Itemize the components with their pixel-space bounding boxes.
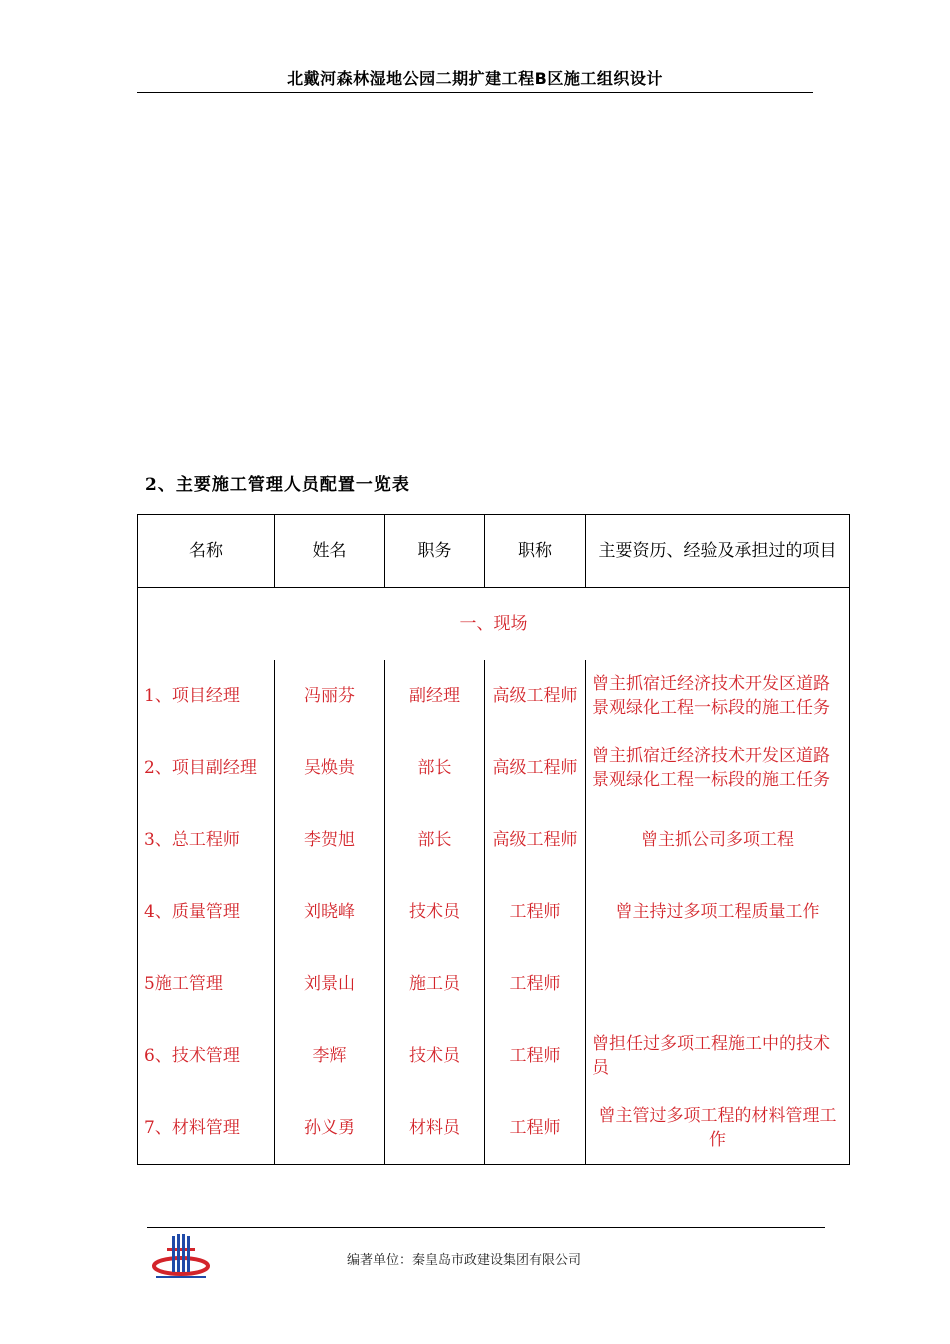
name-cell: 冯丽芬 [275,660,385,732]
table-row [138,948,850,1020]
name-cell: 吴焕贵 [275,732,385,804]
position-cell: 技术员 [385,1020,485,1092]
experience-cell: 曾主抓宿迁经济技术开发区道路景观绿化工程一标段的施工任务 [586,660,850,732]
table-row [138,732,850,804]
experience-cell [586,948,850,1020]
role-cell: 6、技术管理 [138,1020,275,1092]
name-cell: 刘晓峰 [275,876,385,948]
column-header: 姓名 [275,515,385,588]
section-heading: 2、主要施工管理人员配置一览表 [145,475,410,495]
title-cell: 工程师 [485,1092,586,1165]
role-cell: 5施工管理 [138,948,275,1020]
group-label: 一、现场 [138,588,850,661]
table-row [138,1092,850,1165]
experience-cell: 曾主抓公司多项工程 [586,804,850,876]
column-header: 职务 [385,515,485,588]
table-row [138,876,850,948]
role-cell: 3、总工程师 [138,804,275,876]
experience-cell: 曾主管过多项工程的材料管理工作 [586,1092,850,1165]
title-cell: 高级工程师 [485,660,586,732]
title-cell: 工程师 [485,1020,586,1092]
table-header-row [138,515,850,588]
position-cell: 部长 [385,804,485,876]
title-cell: 工程师 [485,876,586,948]
column-header: 主要资历、经验及承担过的项目 [586,515,850,588]
footer-publisher: 编著单位：秦皇岛市政建设集团有限公司 [347,1253,582,1268]
role-cell: 2、项目副经理 [138,732,275,804]
title-cell: 高级工程师 [485,804,586,876]
role-cell: 4、质量管理 [138,876,275,948]
experience-cell: 曾主抓宿迁经济技术开发区道路景观绿化工程一标段的施工任务 [586,732,850,804]
title-cell: 工程师 [485,948,586,1020]
title-cell: 高级工程师 [485,732,586,804]
name-cell: 李贺旭 [275,804,385,876]
position-cell: 材料员 [385,1092,485,1165]
group-row [138,588,850,661]
table-row [138,660,850,732]
position-cell: 部长 [385,732,485,804]
footer-divider [147,1227,825,1228]
table-row [138,804,850,876]
position-cell: 技术员 [385,876,485,948]
experience-cell: 曾担任过多项工程施工中的技术员 [586,1020,850,1092]
role-cell: 7、材料管理 [138,1092,275,1165]
column-header: 职称 [485,515,586,588]
company-logo-icon [150,1234,212,1280]
staff-table [137,514,850,1165]
name-cell: 刘景山 [275,948,385,1020]
name-cell: 孙义勇 [275,1092,385,1165]
position-cell: 副经理 [385,660,485,732]
header-divider [137,92,813,93]
name-cell: 李辉 [275,1020,385,1092]
page-header-title: 北戴河森林湿地公园二期扩建工程B区施工组织设计 [287,69,663,88]
role-cell: 1、项目经理 [138,660,275,732]
table-row [138,1020,850,1092]
position-cell: 施工员 [385,948,485,1020]
experience-cell: 曾主持过多项工程质量工作 [586,876,850,948]
column-header: 名称 [138,515,275,588]
